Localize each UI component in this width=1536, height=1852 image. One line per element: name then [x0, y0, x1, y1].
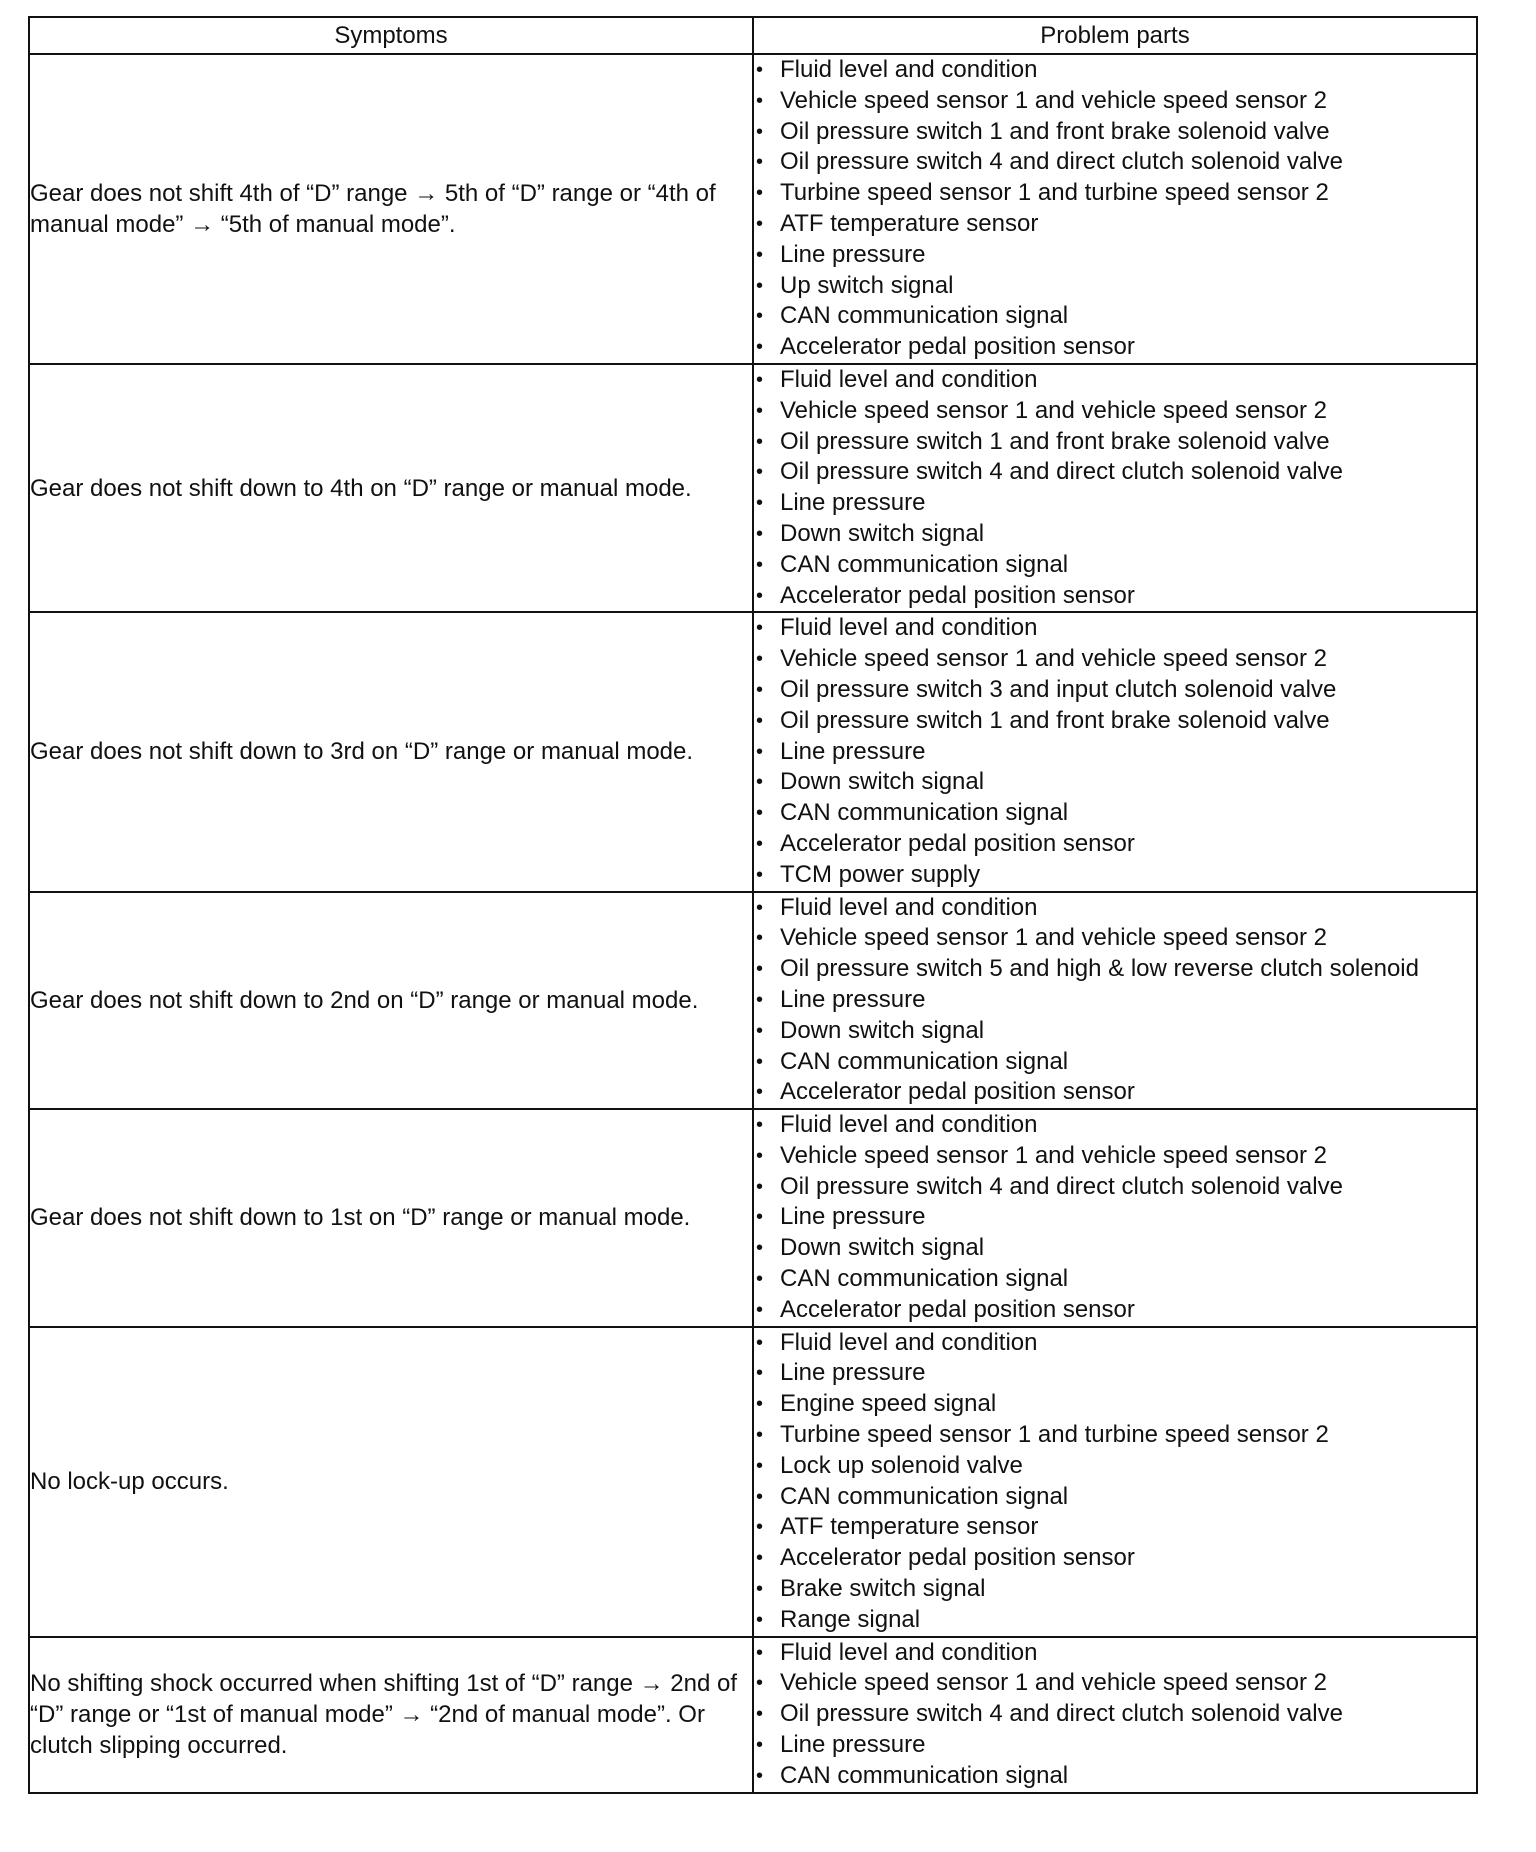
bullet-icon: •: [756, 802, 764, 825]
list-item: [754, 332, 1476, 363]
list-item: [754, 1730, 1476, 1761]
symptom-cell: Gear does not shift down to 1st on “D” range or manual mode.: [29, 1109, 753, 1327]
problem-part-text: CAN communication signal: [780, 1761, 1069, 1789]
problem-part-text: Lock up solenoid valve: [780, 1451, 1023, 1479]
problem-part-text: Accelerator pedal position sensor: [780, 829, 1135, 857]
bullet-icon: •: [756, 1144, 764, 1167]
problem-part-text: Down switch signal: [780, 768, 985, 796]
bullet-icon: •: [756, 1050, 764, 1073]
list-item: [754, 1110, 1476, 1141]
symptom-cell: Gear does not shift down to 4th on “D” range or manual mode.: [29, 364, 753, 612]
bullet-icon: •: [756, 1237, 764, 1260]
problem-part-text: Fluid level and condition: [780, 365, 1038, 393]
problem-part-text: Fluid level and condition: [780, 614, 1038, 642]
bullet-icon: •: [756, 1175, 764, 1198]
list-item: [754, 581, 1476, 612]
bullet-icon: •: [756, 1485, 764, 1508]
list-item: [754, 1172, 1476, 1203]
header-row: [29, 17, 1477, 54]
bullet-icon: •: [756, 1019, 764, 1042]
bullet-icon: •: [756, 212, 764, 235]
list-item: [754, 1638, 1476, 1669]
bullet-icon: •: [756, 461, 764, 484]
list-item: [754, 829, 1476, 860]
list-item: [754, 396, 1476, 427]
list-item: [754, 178, 1476, 209]
problem-part-text: Turbine speed sensor 1 and turbine speed sensor 2: [780, 1421, 1329, 1449]
list-item: [754, 271, 1476, 302]
list-item: [754, 488, 1476, 519]
list-item: [754, 1264, 1476, 1295]
problem-part-text: Line pressure: [780, 1731, 926, 1759]
problem-parts-cell: [753, 1109, 1477, 1327]
bullet-icon: •: [756, 243, 764, 266]
bullet-icon: •: [756, 1268, 764, 1291]
problem-parts-list: [754, 1638, 1476, 1792]
problem-part-text: Vehicle speed sensor 1 and vehicle speed sensor 2: [780, 1669, 1328, 1697]
list-item: [754, 737, 1476, 768]
bullet-icon: •: [756, 336, 764, 359]
list-item: [754, 860, 1476, 891]
bullet-icon: •: [756, 1114, 764, 1137]
problem-part-text: Oil pressure switch 4 and direct clutch solenoid valve: [780, 148, 1343, 176]
bullet-icon: •: [756, 1608, 764, 1631]
list-item: [754, 613, 1476, 644]
table-row: [29, 1109, 1477, 1327]
list-item: [754, 519, 1476, 550]
problem-part-text: Line pressure: [780, 1203, 926, 1231]
problem-part-text: Down switch signal: [780, 1234, 985, 1262]
bullet-icon: •: [756, 1454, 764, 1477]
problem-part-text: Turbine speed sensor 1 and turbine speed sensor 2: [780, 179, 1329, 207]
list-item: [754, 1482, 1476, 1513]
bullet-icon: •: [756, 430, 764, 453]
bullet-icon: •: [756, 1734, 764, 1757]
problem-part-text: Up switch signal: [780, 271, 954, 299]
troubleshooting-sheet: [28, 16, 1476, 1794]
bullet-icon: •: [756, 771, 764, 794]
bullet-icon: •: [756, 1362, 764, 1385]
problem-parts-cell: [753, 612, 1477, 891]
list-item: [754, 209, 1476, 240]
list-item: [754, 798, 1476, 829]
bullet-icon: •: [756, 1298, 764, 1321]
bullet-icon: •: [756, 617, 764, 640]
problem-part-text: Vehicle speed sensor 1 and vehicle speed sensor 2: [780, 924, 1328, 952]
problem-part-text: Vehicle speed sensor 1 and vehicle speed sensor 2: [780, 645, 1328, 673]
list-item: [754, 1543, 1476, 1574]
table-row: [29, 1637, 1477, 1793]
table-row: [29, 892, 1477, 1110]
problem-part-text: Accelerator pedal position sensor: [780, 1544, 1135, 1572]
symptom-cell: No shifting shock occurred when shifting 1st of “D” range → 2nd of “D” range or “1st of manual mode” → “2nd of manual mode”. Or clutch slipping occurred.: [29, 1637, 753, 1793]
list-item: [754, 1047, 1476, 1078]
list-item: [754, 644, 1476, 675]
bullet-icon: •: [756, 863, 764, 886]
list-item: [754, 86, 1476, 117]
list-item: [754, 1233, 1476, 1264]
list-item: [754, 1574, 1476, 1605]
list-item: [754, 1328, 1476, 1359]
problem-part-text: CAN communication signal: [780, 1047, 1069, 1075]
list-item: [754, 457, 1476, 488]
problem-parts-cell: [753, 54, 1477, 364]
list-item: [754, 1512, 1476, 1543]
problem-part-text: Line pressure: [780, 985, 926, 1013]
bullet-icon: •: [756, 59, 764, 81]
problem-part-text: Oil pressure switch 1 and front brake solenoid valve: [780, 117, 1330, 145]
symptom-cell: Gear does not shift down to 3rd on “D” range or manual mode.: [29, 612, 753, 891]
problem-parts-list: [754, 893, 1476, 1109]
symptom-cell: Gear does not shift down to 2nd on “D” range or manual mode.: [29, 892, 753, 1110]
problem-part-text: CAN communication signal: [780, 1265, 1069, 1293]
bullet-icon: •: [756, 1672, 764, 1695]
symptom-cell: Gear does not shift 4th of “D” range → 5th of “D” range or “4th of manual mode” → “5th of manual mode”.: [29, 54, 753, 364]
list-item: [754, 1202, 1476, 1233]
list-item: [754, 954, 1476, 985]
problem-part-text: Oil pressure switch 1 and front brake solenoid valve: [780, 706, 1330, 734]
problem-part-text: CAN communication signal: [780, 550, 1069, 578]
bullet-icon: •: [756, 678, 764, 701]
symptom-cell: No lock-up occurs.: [29, 1327, 753, 1637]
problem-part-text: Range signal: [780, 1605, 921, 1633]
bullet-icon: •: [756, 399, 764, 422]
problem-part-text: Oil pressure switch 3 and input clutch solenoid valve: [780, 675, 1337, 703]
problem-part-text: Down switch signal: [780, 1016, 985, 1044]
bullet-icon: •: [756, 1424, 764, 1447]
list-item: [754, 240, 1476, 271]
bullet-icon: •: [756, 988, 764, 1011]
list-item: [754, 147, 1476, 178]
problem-part-text: Fluid level and condition: [780, 56, 1038, 83]
list-item: [754, 1077, 1476, 1108]
table-row: [29, 54, 1477, 364]
problem-parts-list: [754, 365, 1476, 611]
bullet-icon: •: [756, 151, 764, 174]
problem-part-text: Fluid level and condition: [780, 1638, 1038, 1666]
bullet-icon: •: [756, 958, 764, 981]
problem-part-text: Accelerator pedal position sensor: [780, 1295, 1135, 1323]
problem-part-text: Oil pressure switch 4 and direct clutch solenoid valve: [780, 1172, 1343, 1200]
list-item: [754, 427, 1476, 458]
table-body: [29, 54, 1477, 1793]
list-item: [754, 706, 1476, 737]
bullet-icon: •: [756, 896, 764, 919]
bullet-icon: •: [756, 368, 764, 391]
problem-part-text: Line pressure: [780, 737, 926, 765]
bullet-icon: •: [756, 305, 764, 328]
problem-part-text: Vehicle speed sensor 1 and vehicle speed sensor 2: [780, 86, 1328, 114]
list-item: [754, 1420, 1476, 1451]
bullet-icon: •: [756, 1703, 764, 1726]
problem-part-text: Line pressure: [780, 489, 926, 517]
problem-parts-cell: [753, 1637, 1477, 1793]
problem-part-text: Line pressure: [780, 1359, 926, 1387]
bullet-icon: •: [756, 832, 764, 855]
problem-part-text: CAN communication signal: [780, 302, 1069, 330]
problem-part-text: Accelerator pedal position sensor: [780, 333, 1135, 361]
bullet-icon: •: [756, 584, 764, 607]
problem-parts-cell: [753, 892, 1477, 1110]
bullet-icon: •: [756, 1331, 764, 1354]
header-problem-parts: Problem parts: [753, 17, 1477, 54]
bullet-icon: •: [756, 740, 764, 763]
bullet-icon: •: [756, 274, 764, 297]
bullet-icon: •: [756, 648, 764, 671]
list-item: [754, 55, 1476, 86]
bullet-icon: •: [756, 1516, 764, 1539]
list-item: [754, 1605, 1476, 1636]
list-item: [754, 767, 1476, 798]
list-item: [754, 1358, 1476, 1389]
problem-part-text: Oil pressure switch 4 and direct clutch solenoid valve: [780, 1700, 1343, 1728]
list-item: [754, 1016, 1476, 1047]
list-item: [754, 1451, 1476, 1482]
problem-parts-cell: [753, 364, 1477, 612]
bullet-icon: •: [756, 492, 764, 515]
list-item: [754, 1699, 1476, 1730]
problem-part-text: Oil pressure switch 4 and direct clutch solenoid valve: [780, 458, 1343, 486]
bullet-icon: •: [756, 553, 764, 576]
problem-part-text: Accelerator pedal position sensor: [780, 581, 1135, 609]
header-symptoms: Symptoms: [29, 17, 753, 54]
bullet-icon: •: [756, 1578, 764, 1601]
bullet-icon: •: [756, 1547, 764, 1570]
bullet-icon: •: [756, 927, 764, 950]
problem-parts-list: [754, 1328, 1476, 1636]
list-item: [754, 1295, 1476, 1326]
problem-parts-list: [754, 1110, 1476, 1326]
problem-part-text: Vehicle speed sensor 1 and vehicle speed sensor 2: [780, 1141, 1328, 1169]
list-item: [754, 365, 1476, 396]
bullet-icon: •: [756, 1764, 764, 1787]
table-row: [29, 1327, 1477, 1637]
problem-part-text: TCM power supply: [780, 860, 981, 888]
list-item: [754, 985, 1476, 1016]
problem-part-text: Oil pressure switch 5 and high & low reverse clutch solenoid: [780, 955, 1419, 983]
bullet-icon: •: [756, 1641, 764, 1664]
table-row: [29, 612, 1477, 891]
list-item: [754, 550, 1476, 581]
problem-part-text: ATF temperature sensor: [780, 209, 1039, 237]
problem-part-text: ATF temperature sensor: [780, 1513, 1039, 1541]
problem-parts-list: [754, 613, 1476, 890]
bullet-icon: •: [756, 1206, 764, 1229]
problem-part-text: Vehicle speed sensor 1 and vehicle speed sensor 2: [780, 396, 1328, 424]
bullet-icon: •: [756, 709, 764, 732]
bullet-icon: •: [756, 89, 764, 112]
list-item: [754, 1389, 1476, 1420]
table-row: [29, 364, 1477, 612]
bullet-icon: •: [756, 1393, 764, 1416]
list-item: [754, 675, 1476, 706]
list-item: [754, 117, 1476, 148]
problem-part-text: Fluid level and condition: [780, 1328, 1038, 1356]
bullet-icon: •: [756, 1081, 764, 1104]
problem-part-text: Engine speed signal: [780, 1390, 997, 1418]
problem-part-text: Accelerator pedal position sensor: [780, 1078, 1135, 1106]
symptom-table: [28, 16, 1478, 1794]
list-item: [754, 1668, 1476, 1699]
bullet-icon: •: [756, 522, 764, 545]
list-item: [754, 1141, 1476, 1172]
problem-parts-list: [754, 55, 1476, 363]
problem-part-text: Brake switch signal: [780, 1575, 986, 1603]
problem-part-text: Line pressure: [780, 240, 926, 268]
problem-part-text: Fluid level and condition: [780, 893, 1038, 921]
list-item: [754, 1761, 1476, 1792]
problem-part-text: CAN communication signal: [780, 799, 1069, 827]
list-item: [754, 893, 1476, 924]
problem-part-text: CAN communication signal: [780, 1482, 1069, 1510]
problem-part-text: Fluid level and condition: [780, 1111, 1038, 1139]
list-item: [754, 301, 1476, 332]
problem-parts-cell: [753, 1327, 1477, 1637]
problem-part-text: Oil pressure switch 1 and front brake solenoid valve: [780, 427, 1330, 455]
list-item: [754, 923, 1476, 954]
bullet-icon: •: [756, 120, 764, 143]
bullet-icon: •: [756, 182, 764, 205]
problem-part-text: Down switch signal: [780, 519, 985, 547]
